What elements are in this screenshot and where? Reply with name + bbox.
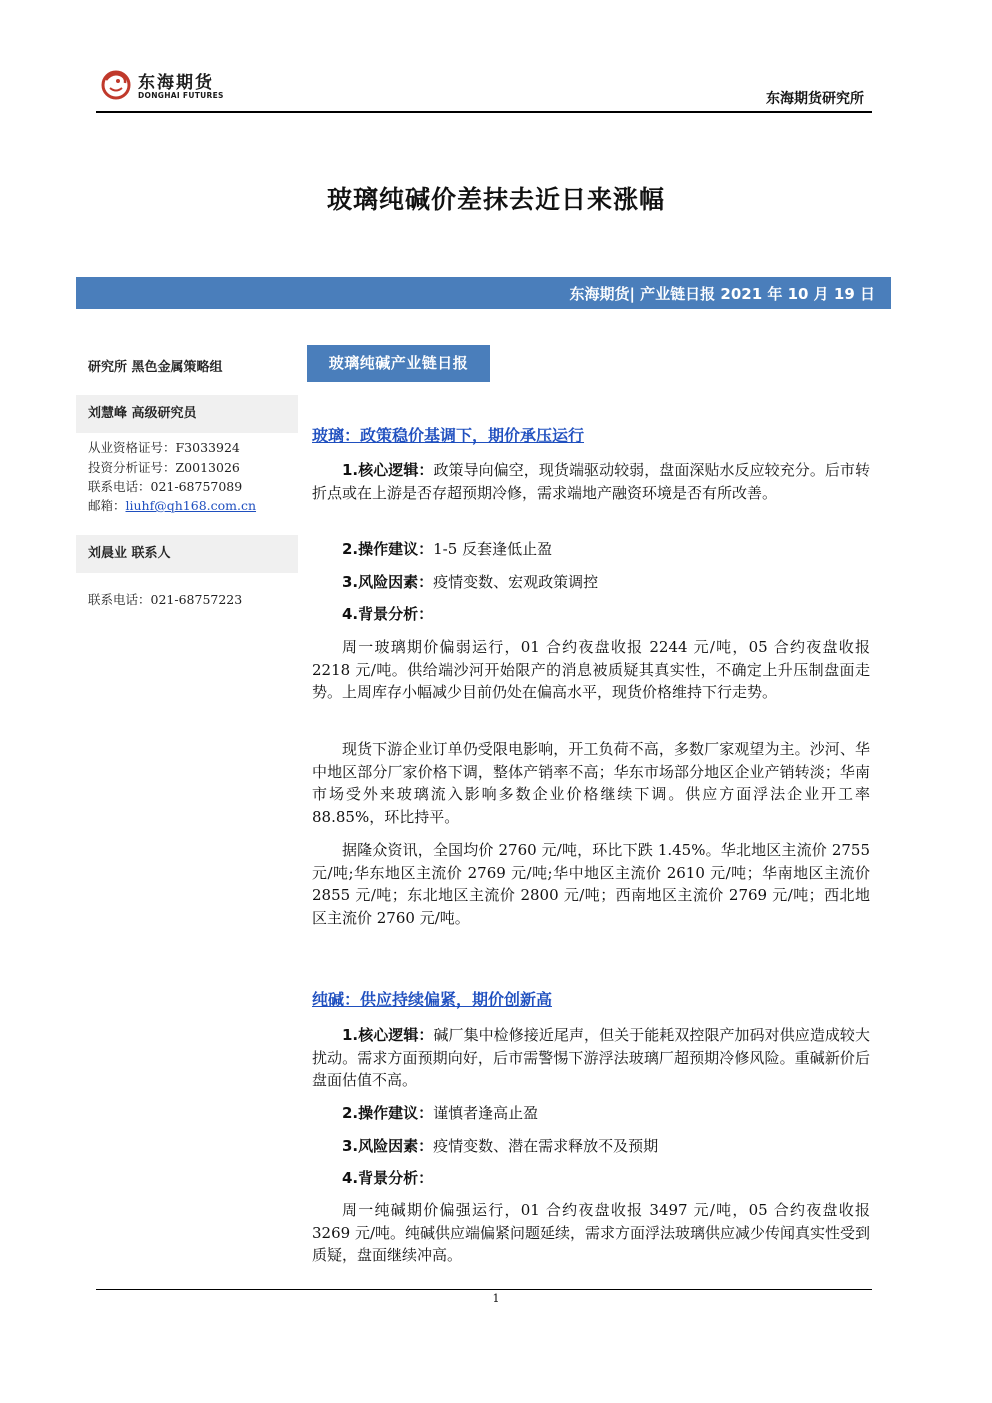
glass-core-logic [312,459,870,504]
soda-op-label: 2.操作建议： [342,1104,434,1122]
soda-risk-label: 3.风险因素： [342,1137,434,1155]
glass-op-label: 2.操作建议： [342,540,434,558]
glass-risk-text: 疫情变数、宏观政策调控 [433,573,599,591]
glass-risk-label: 3.风险因素： [342,573,434,591]
sidebar-contact-phone: 联系电话：021-68757223 [88,592,243,607]
section-tab: 玻璃纯碱产业链日报 [307,345,490,382]
glass-section-title[interactable]: 玻璃：政策稳价基调下，期价承压运行 [312,426,585,445]
banner-text: 东海期货| 产业链日报 2021 年 10 月 19 日 [569,285,875,303]
report-title: 玻璃纯碱价差抹去近日来涨幅 [326,185,665,214]
institute-name: 东海期货研究所 [766,91,864,107]
soda-risk [342,1135,658,1158]
soda-paragraph-1: 周一纯碱期价偏强运行，01 合约夜盘收报 3497 元/吨，05 合约夜盘收报 3269 元/吨。纯碱供应端偏紧问题延续，需求方面浮法玻璃供应减少传闻真实性受到质疑，盘面继续冲高。 [312,1201,870,1264]
soda-background-label: 4.背景分析： [342,1169,434,1187]
soda-core-logic [312,1024,870,1092]
sidebar-group: 研究所 黑色金属策略组 [88,360,223,375]
logo-english-name: DONGHAI FUTURES [138,91,224,100]
soda-operation [342,1102,538,1125]
soda-logic-label: 1.核心逻辑： [342,1026,434,1044]
glass-logic-label: 1.核心逻辑： [342,461,434,479]
company-logo [98,66,228,106]
sidebar-email-link[interactable]: liuhf@qh168.com.cn [125,498,257,513]
header-divider [96,111,872,113]
footer-divider [96,1289,872,1290]
glass-risk [342,571,598,594]
sidebar-cert-qualification: 从业资格证号：F3033924 [88,440,240,455]
sidebar-phone: 联系电话：021-68757089 [88,479,243,494]
glass-op-text: 1-5 反套逢低止盈 [433,540,553,558]
glass-operation [342,538,552,561]
soda-risk-text: 疫情变数、潜在需求释放不及预期 [433,1137,659,1155]
glass-logic-text: 政策导向偏空，现货端驱动较弱，盘面深贴水反应较充分。后市转折点或在上游是否存超预期冷修，需求端地产融资环境是否有所改善。 [312,461,870,502]
sidebar-cert-investment: 投资分析证号：Z0013026 [88,460,240,475]
sidebar-email-label: 邮箱： [88,498,126,513]
dragon-logo-icon [98,66,134,102]
page-number: 1 [492,1292,500,1305]
glass-background-label: 4.背景分析： [342,605,434,623]
sidebar-email-row [88,496,256,514]
soda-logic-text: 碱厂集中检修接近尾声，但关于能耗双控限产加码对供应造成较大扰动。需求方面预期向好，后市需警惕下游浮法玻璃厂超预期冷修风险。重碱新价后盘面估值不高。 [312,1026,870,1089]
date-banner [76,277,891,309]
sidebar-contact: 刘晨业 联系人 [76,535,298,573]
glass-paragraph-2: 现货下游企业订单仍受限电影响，开工负荷不高，多数厂家观望为主。沙河、华中地区部分厂家价格下调，整体产销率不高；华东市场部分地区企业产销转淡；华南市场受外来玻璃流入影响多数企业价格继续下调。供应方面浮法企业开工率 88.85%，环比持平。 [312,740,870,826]
glass-paragraph-3: 据隆众资讯，全国均价 2760 元/吨，环比下跌 1.45%。华北地区主流价 2755 元/吨;华东地区主流价 2769 元/吨;华中地区主流价 2610 元/吨；华南地区主流价 2855 元/吨；东北地区主流价 2800 元/吨；西南地区主流价 2769 元/吨；西北地区主流价 2760 元/吨。 [312,841,870,927]
soda-section-title[interactable]: 纯碱：供应持续偏紧，期价创新高 [312,990,553,1009]
soda-op-text: 谨慎者逢高止盈 [433,1104,539,1122]
sidebar-analyst: 刘慧峰 高级研究员 [76,395,298,433]
logo-chinese-name: 东海期货 [138,73,214,93]
glass-paragraph-1: 周一玻璃期价偏弱运行，01 合约夜盘收报 2244 元/吨，05 合约夜盘收报 2218 元/吨。供给端沙河开始限产的消息被质疑其真实性，不确定上升压制盘面走势。上周库存小幅减少目前仍处在偏高水平，现货价格维持下行走势。 [312,638,870,701]
